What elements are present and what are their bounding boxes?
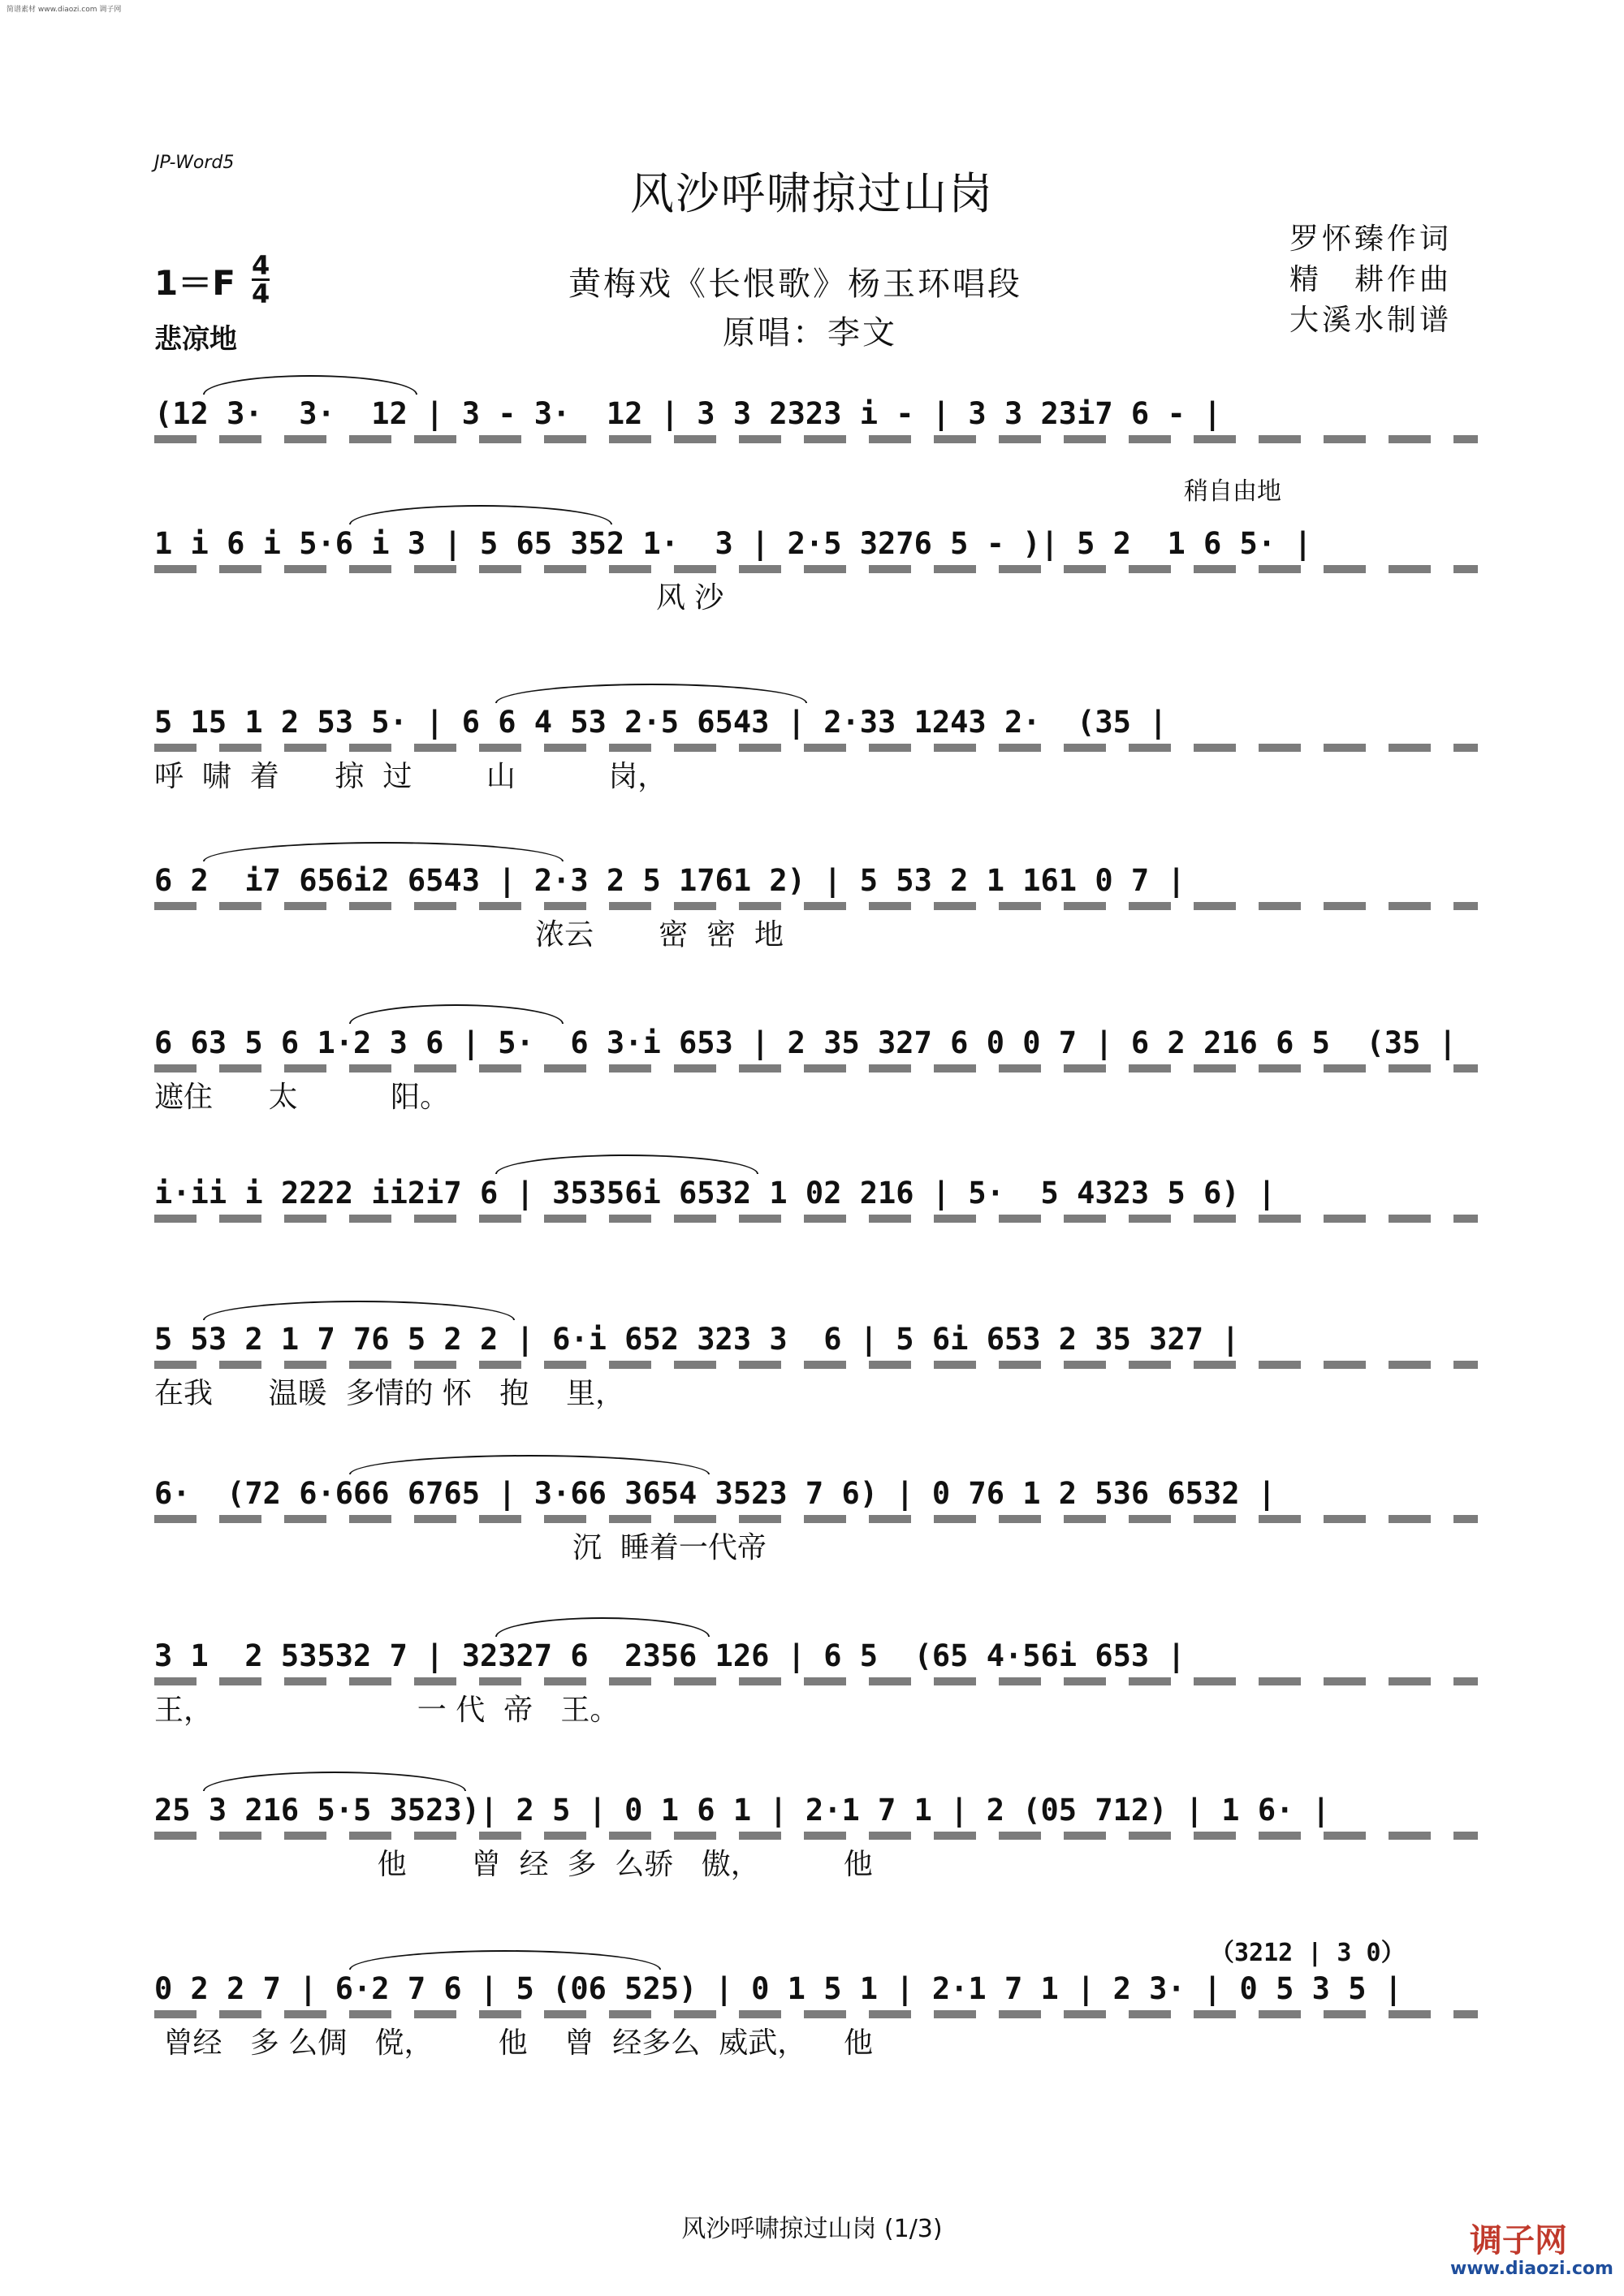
beat-underlines	[154, 1361, 1478, 1369]
notation-line: 1 i 6 i 5·6 i 3 | 5 65 352 1· 3 | 2·5 3276 5 - )| 5 2 1 6 5· |	[154, 526, 1312, 561]
beat-underlines	[154, 1832, 1478, 1840]
site-url: www.diaozi.com	[1450, 2259, 1613, 2279]
song-title: 风沙呼啸掠过山岗	[630, 168, 994, 219]
notation-line: 3 1 2 53532 7 | 32327 6 2356 126 | 6 5 (65 4·56i 653 |	[154, 1638, 1186, 1673]
notation-line: i·ii i 2222 ii2i7 6 | 35356i 6532 1 02 216 | 5· 5 4323 5 6) |	[154, 1176, 1276, 1211]
original-singer: 原唱：李文	[723, 314, 897, 352]
beat-underlines	[154, 744, 1478, 752]
notation-line: 5 53 2 1 7 76 5 2 2 | 6·i 652 323 3 6 | 5 6i 653 2 35 327 |	[154, 1322, 1240, 1357]
software-label: JP-Word5	[154, 153, 235, 173]
lyric-line: 王， 一 代 帝 王。	[154, 1694, 620, 1727]
lyric-line: 他 曾 经 多 么骄 傲， 他	[154, 1848, 873, 1881]
beat-underlines	[154, 1064, 1478, 1072]
transcriber-credit: 大溪水制谱	[1289, 304, 1453, 337]
notation-line: 5 15 1 2 53 5· | 6 6 4 53 2·5 6543 | 2·33 1243 2· (35 |	[154, 705, 1168, 740]
source-tiny-text: 简谱素材 www.diaozi.com 调子网	[6, 6, 122, 14]
lyric-line: 风 沙	[154, 581, 724, 615]
beat-underlines	[154, 2010, 1478, 2018]
beat-underlines	[154, 1677, 1478, 1685]
lyric-line: 呼 啸 着 掠 过 山 岗，	[154, 760, 667, 793]
meter-top: 4	[252, 250, 270, 281]
notation-line: 6 2 i7 656i2 6543 | 2·3 2 5 1761 2) | 5 53 2 1 161 0 7 |	[154, 863, 1186, 898]
notation-line: (12 3· 3· 12 | 3 - 3· 12 | 3 3 2323 i - | 3 3 23i7 6 - |	[154, 396, 1222, 431]
free-tempo-marking: 稍自由地	[1184, 477, 1281, 506]
page-footer: 风沙呼啸掠过山岗 (1/3)	[681, 2215, 943, 2243]
lyric-line	[154, 448, 1478, 489]
site-logo: 调子网	[1470, 2222, 1567, 2259]
beat-underlines	[154, 1215, 1478, 1223]
notation-line: 0 2 2 7 | 6·2 7 6 | 5 (06 525) | 0 1 5 1 | 2·1 7 1 | 2 3· | 0 5 3 5 |	[154, 1971, 1403, 2006]
insert-phrase: （3212 | 3 0）	[1210, 1939, 1406, 1967]
beat-underlines	[154, 435, 1478, 443]
beat-underlines	[154, 902, 1478, 910]
composer-credit: 精 耕作曲	[1289, 263, 1453, 296]
lyricist-credit: 罗怀臻作词	[1289, 222, 1453, 256]
beat-underlines	[154, 1515, 1478, 1523]
notation-line: 6 63 5 6 1·2 3 6 | 5· 6 3·i 653 | 2 35 327 6 0 0 7 | 6 2 216 6 5 (35 |	[154, 1025, 1457, 1060]
notation-line: 25 3 216 5·5 3523)| 2 5 | 0 1 6 1 | 2·1 7 1 | 2 (05 712) | 1 6· |	[154, 1793, 1330, 1828]
lyric-line: 在我 温暖 多情的 怀 抱 里，	[154, 1377, 625, 1410]
notation-line: 6· (72 6·666 6765 | 3·66 3654 3523 7 6) | 0 76 1 2 536 6532 |	[154, 1476, 1276, 1511]
lyric-line: 曾经 多 么倜 傥， 他 曾 经多么 威武， 他	[154, 2026, 873, 2060]
lyric-line: 浓云 密 密 地	[154, 918, 784, 952]
lyric-line: 沉 睡着一代帝	[154, 1531, 767, 1564]
song-subtitle: 黄梅戏《长恨歌》杨玉环唱段	[568, 265, 1022, 303]
time-signature	[252, 250, 270, 309]
meter-bottom: 4	[252, 278, 270, 309]
lyric-line	[154, 1228, 1478, 1268]
key-signature: 1＝F	[154, 263, 235, 303]
tempo-marking: 悲凉地	[154, 323, 237, 356]
lyric-line: 遮住 太 阳。	[154, 1081, 450, 1114]
beat-underlines	[154, 565, 1478, 573]
